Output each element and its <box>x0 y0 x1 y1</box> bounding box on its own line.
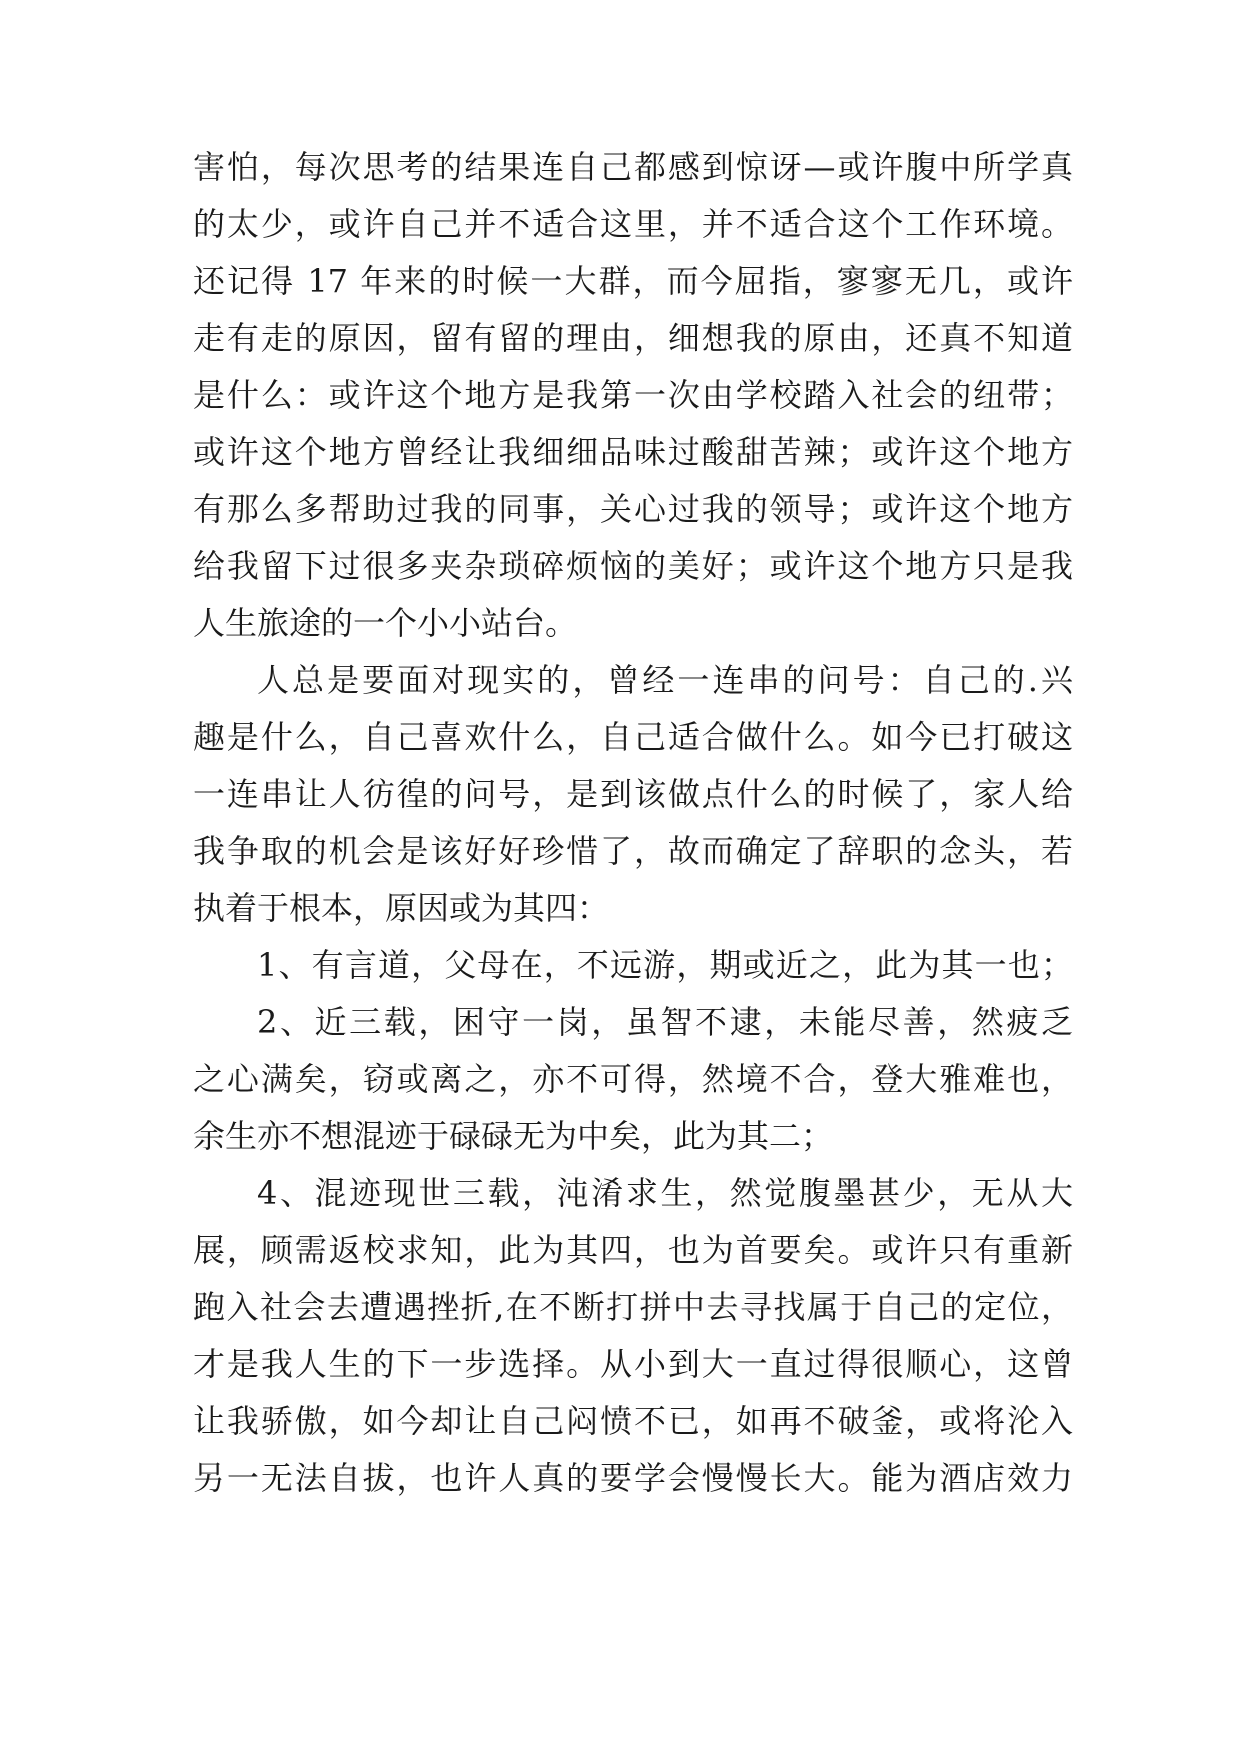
text-line: 执着于根本，原因或为其四： <box>193 889 610 927</box>
text-line: 害怕，每次思考的结果连自己都感到惊讶—或许腹中所学真 <box>193 148 1073 186</box>
text-line: 的太少，或许自己并不适合这里，并不适合这个工作环境。 <box>193 205 1073 243</box>
text-line: 是什么：或许这个地方是我第一次由学校踏入社会的纽带； <box>193 376 1073 414</box>
text-line: 之心满矣，窃或离之，亦不可得，然境不合，登大雅难也， <box>193 1060 1073 1098</box>
text-line: 走有走的原因，留有留的理由，细想我的原由，还真不知道 <box>193 319 1073 357</box>
text-line: 跑入社会去遭遇挫折,在不断打拼中去寻找属于自己的定位， <box>193 1288 1073 1326</box>
text-line: 我争取的机会是该好好珍惜了，故而确定了辞职的念头，若 <box>193 832 1073 870</box>
text-line: 展，顾需返校求知，此为其四，也为首要矣。或许只有重新 <box>193 1231 1073 1269</box>
text-line: 另一无法自拔，也许人真的要学会慢慢长大。能为酒店效力 <box>193 1459 1073 1497</box>
text-line: 一连串让人彷徨的问号，是到该做点什么的时候了，家人给 <box>193 775 1073 813</box>
text-line: 趣是什么，自己喜欢什么，自己适合做什么。如今已打破这 <box>193 718 1073 756</box>
text-line: 还记得 17 年来的时候一大群，而今屈指，寥寥无几，或许 <box>193 262 1073 300</box>
text-line: 有那么多帮助过我的同事，关心过我的领导；或许这个地方 <box>193 490 1073 528</box>
text-line: 或许这个地方曾经让我细细品味过酸甜苦辣；或许这个地方 <box>193 433 1073 471</box>
text-line: 让我骄傲，如今却让自己闷愤不已，如再不破釜，或将沦入 <box>193 1402 1073 1440</box>
text-line: 人总是要面对现实的，曾经一连串的问号：自己的.兴 <box>257 661 1073 699</box>
text-line: 人生旅途的一个小小站台。 <box>193 604 578 642</box>
text-line: 余生亦不想混迹于碌碌无为中矣，此为其二； <box>193 1117 834 1155</box>
text-line: 才是我人生的下一步选择。从小到大一直过得很顺心，这曾 <box>193 1345 1073 1383</box>
text-line: 给我留下过很多夹杂琐碎烦恼的美好；或许这个地方只是我 <box>193 547 1073 585</box>
text-line: 2、近三载，困守一岗，虽智不逮，未能尽善，然疲乏 <box>257 1003 1073 1041</box>
text-line: 1、有言道，父母在，不远游，期或近之，此为其一也； <box>257 946 1073 984</box>
text-line: 4、混迹现世三载，沌淆求生，然觉腹墨甚少，无从大 <box>257 1174 1073 1212</box>
